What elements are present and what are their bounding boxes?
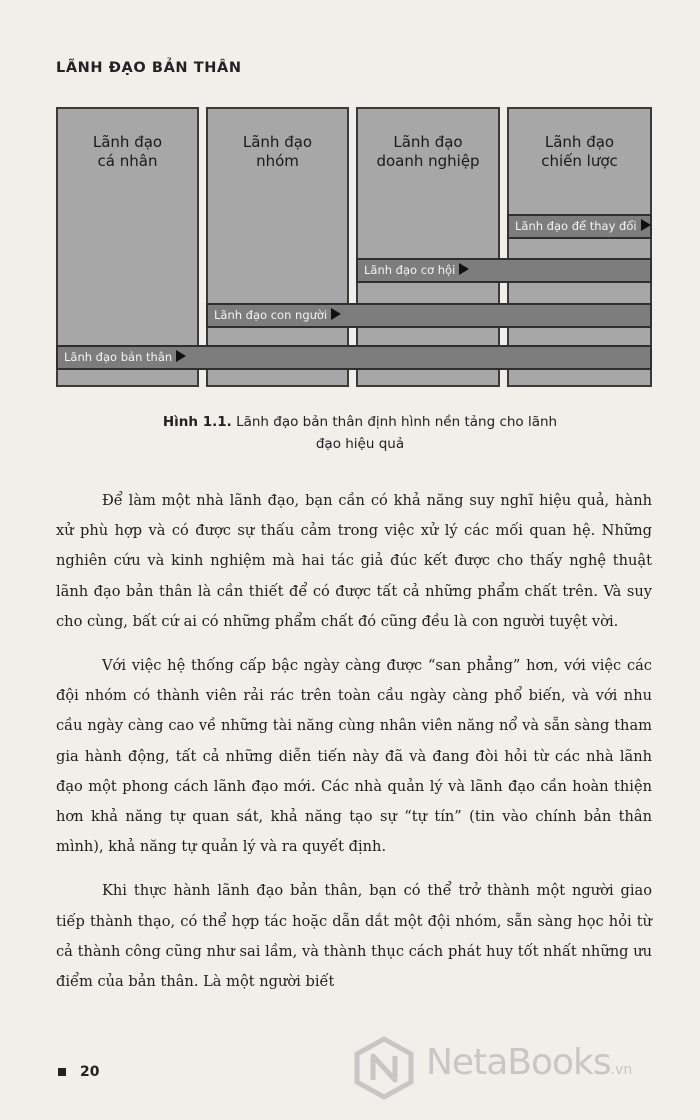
bar-label: Lãnh đạo để thay đổi [515, 219, 637, 233]
paragraph: Để làm một nhà lãnh đạo, bạn cần có khả năng suy nghĩ hiệu quả, hành xử phù hợp và có được sự thấu cảm trong việc xử lý các mối quan hệ. Những nghiên cứu và kinh nghiệm mà hai tác giả đúc kết được cho thấy nghệ thuật lãnh đạo bản thân là cần thiết để có được tất cả những phẩm chất trên. Và suy cho cùng, bất cứ ai có những phẩm chất đó cũng đều là con người tuyệt vời. [56, 492, 652, 630]
column-label: Lãnh đạo chiến lược [541, 133, 618, 170]
watermark-text [426, 1042, 632, 1083]
watermark-brand: NetaBooks [426, 1042, 611, 1083]
bar-leading-people [206, 303, 652, 328]
running-header: LÃNH ĐẠO BẢN THÂN [56, 60, 242, 76]
paragraph: Với việc hệ thống cấp bậc ngày càng được “san phẳng” hơn, với việc các đội nhóm có thành viên rải rác trên toàn cầu ngày càng phổ biến, và với nhu cầu ngày càng cao về những tài năng cùng nhân viên năng nổ và sẵn sàng tham gia hành động, tất cả những diễn tiến này đã và đang đòi hỏi từ các nhà lãnh đạo một phong cách lãnh đạo mới. Các nhà quản lý và lãnh đạo cần hoàn thiện hơn khả năng tự quan sát, khả năng tạo sự “tự tín” (tin vào chính bản thân mình), khả năng tự quản lý và ra quyết định. [56, 657, 652, 856]
bar-leading-opportunity [356, 258, 652, 283]
caption-text: Lãnh đạo bản thân định hình nền tảng cho lãnh đạo hiệu quả [231, 414, 558, 452]
arrow-right-icon [176, 350, 186, 362]
body-text [56, 486, 652, 1011]
bar-leading-change [507, 214, 652, 239]
arrow-right-icon [459, 263, 469, 275]
column-label: Lãnh đạo doanh nghiệp [376, 133, 480, 170]
netabooks-logo-icon [352, 1036, 416, 1100]
page-footer [58, 1064, 99, 1080]
figure-leadership-diagram [56, 107, 652, 389]
figure-caption [150, 411, 570, 455]
paragraph: Khi thực hành lãnh đạo bản thân, bạn có thể trở thành một người giao tiếp thành thạo, có thể hợp tác hoặc dẫn dắt một đội nhóm, sẵn sàng học hỏi từ cả thành công cũng như sai lầm, và thành thục cách phát huy tốt nhất những ưu điểm của bản thân. Là một người biết [56, 882, 652, 991]
bar-label: Lãnh đạo con người [214, 308, 328, 322]
arrow-right-icon [641, 219, 651, 231]
bar-self-leadership [56, 345, 652, 370]
caption-label: Hình 1.1. [162, 414, 232, 430]
page-number: 20 [80, 1064, 100, 1080]
watermark-suffix: .vn [610, 1062, 633, 1078]
watermark [352, 1030, 697, 1100]
bar-label: Lãnh đạo cơ hội [364, 263, 456, 277]
arrow-right-icon [331, 308, 341, 320]
square-bullet-icon [58, 1068, 66, 1076]
column-label: Lãnh đạo cá nhân [92, 133, 163, 170]
bar-label: Lãnh đạo bản thân [64, 350, 173, 364]
column-label: Lãnh đạo nhóm [242, 133, 313, 170]
